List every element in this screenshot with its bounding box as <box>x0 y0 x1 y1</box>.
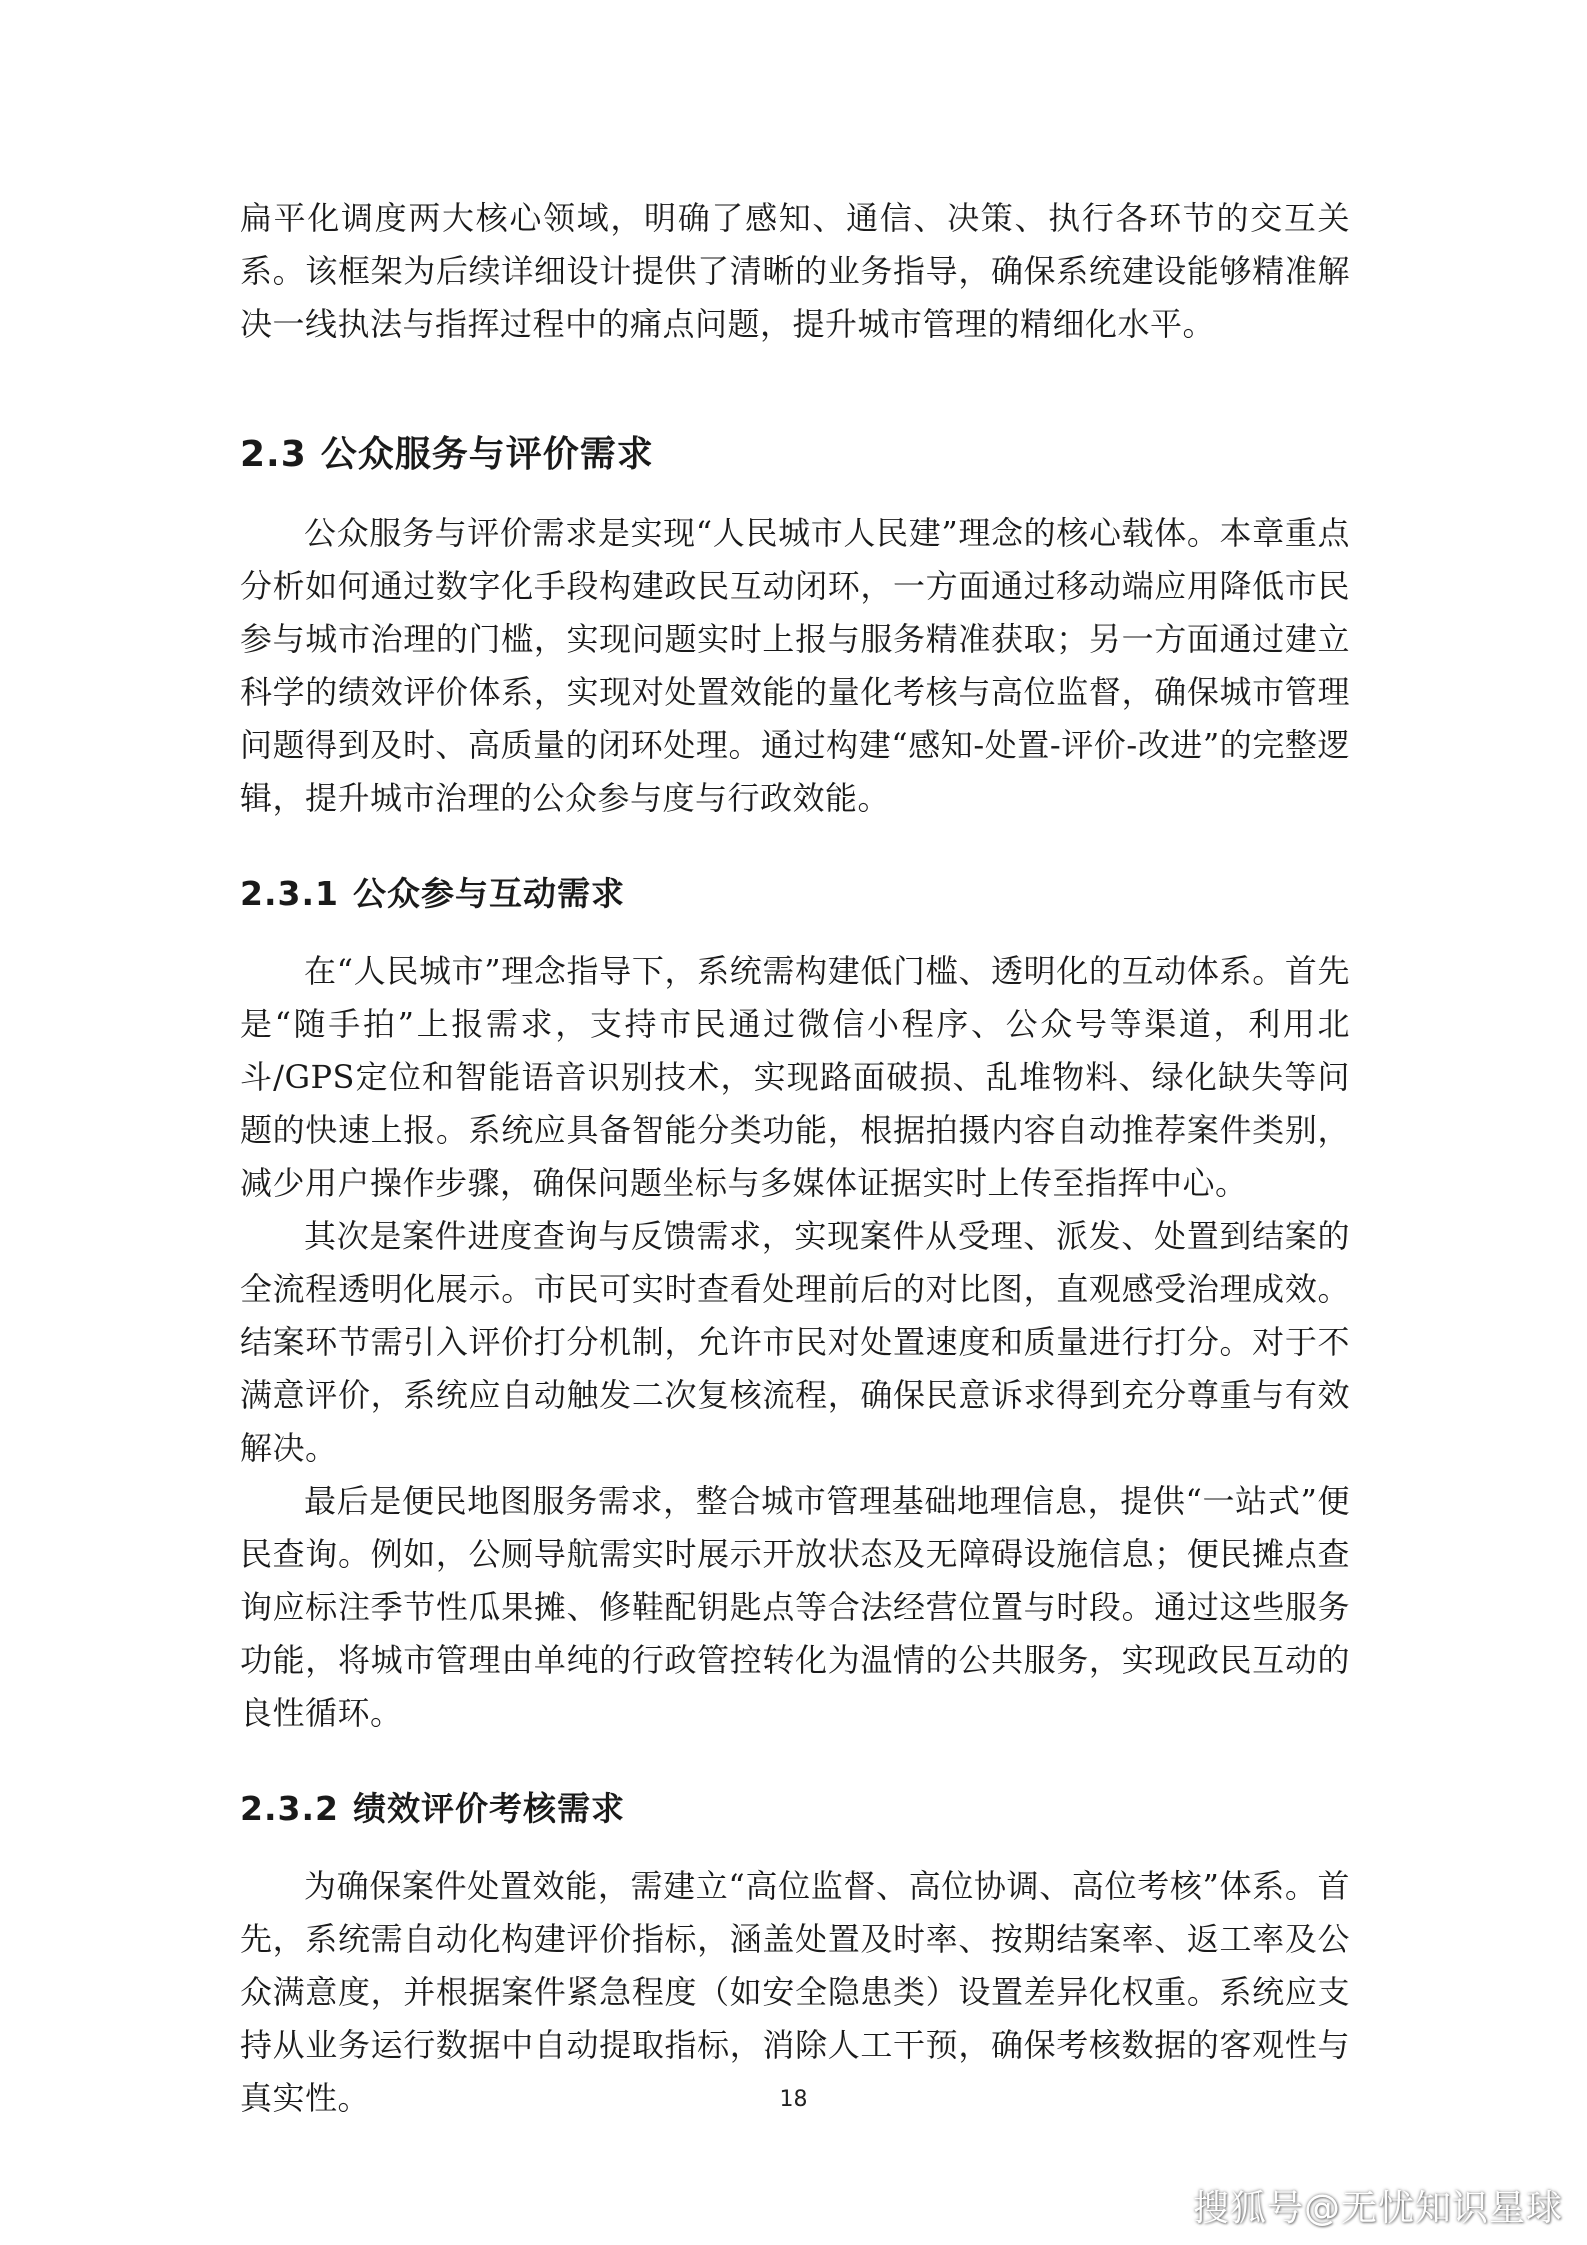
subsection-number: 2.3.2 <box>240 1789 339 1828</box>
page-number: 18 <box>779 2087 808 2112</box>
section-title: 公众服务与评价需求 <box>320 434 654 475</box>
subsection-heading-2-3-2 <box>240 1784 1350 1834</box>
subsection-title: 公众参与互动需求 <box>352 874 625 913</box>
page-content <box>240 192 1350 2125</box>
section-heading-2-3 <box>240 429 1350 481</box>
section-2-3-1-paragraph-3: 最后是便民地图服务需求，整合城市管理基础地理信息，提供“一站式”便民查询。例如，公厕导航需实时展示开放状态及无障碍设施信息；便民摊点查询应标注季节性瓜果摊、修鞋配钥匙点等合法经营位置与时段。通过这些服务功能，将城市管理由单纯的行政管控转化为温情的公共服务，实现政民互动的良性循环。 <box>240 1482 1350 1732</box>
intro-paragraph: 扁平化调度两大核心领域，明确了感知、通信、决策、执行各环节的交互关系。该框架为后续详细设计提供了清晰的业务指导，确保系统建设能够精准解决一线执法与指挥过程中的痛点问题，提升城市管理的精细化水平。 <box>240 199 1350 343</box>
section-2-3-1-paragraph-2: 其次是案件进度查询与反馈需求，实现案件从受理、派发、处置到结案的全流程透明化展示。市民可实时查看处理前后的对比图，直观感受治理成效。结案环节需引入评价打分机制，允许市民对处置速度和质量进行打分。对于不满意评价，系统应自动触发二次复核流程，确保民意诉求得到充分尊重与有效解决。 <box>240 1217 1350 1467</box>
section-2-3-1-paragraph-1: 在“人民城市”理念指导下，系统需构建低门槛、透明化的互动体系。首先是“随手拍”上报需求，支持市民通过微信小程序、公众号等渠道，利用北斗/GPS定位和智能语音识别技术，实现路面破损、乱堆物料、绿化缺失等问题的快速上报。系统应具备智能分类功能，根据拍摄内容自动推荐案件类别，减少用户操作步骤，确保问题坐标与多媒体证据实时上传至指挥中心。 <box>240 952 1350 1202</box>
section-2-3-paragraph: 公众服务与评价需求是实现“人民城市人民建”理念的核心载体。本章重点分析如何通过数字化手段构建政民互动闭环，一方面通过移动端应用降低市民参与城市治理的门槛，实现问题实时上报与服务精准获取；另一方面通过建立科学的绩效评价体系，实现对处置效能的量化考核与高位监督，确保城市管理问题得到及时、高质量的闭环处理。通过构建“感知-处置-评价-改进”的完整逻辑，提升城市治理的公众参与度与行政效能。 <box>240 514 1350 817</box>
section-2-3-2-paragraph-1: 为确保案件处置效能，需建立“高位监督、高位协调、高位考核”体系。首先，系统需自动化构建评价指标，涵盖处置及时率、按期结案率、返工率及公众满意度，并根据案件紧急程度（如安全隐患类）设置差异化权重。系统应支持从业务运行数据中自动提取指标，消除人工干预，确保考核数据的客观性与真实性。 <box>240 1867 1350 2117</box>
subsection-title: 绩效评价考核需求 <box>352 1789 625 1828</box>
subsection-heading-2-3-1 <box>240 869 1350 919</box>
section-number: 2.3 <box>240 434 307 475</box>
watermark: 搜狐号@无忧知识星球 <box>1192 2188 1563 2229</box>
subsection-number: 2.3.1 <box>240 874 339 913</box>
